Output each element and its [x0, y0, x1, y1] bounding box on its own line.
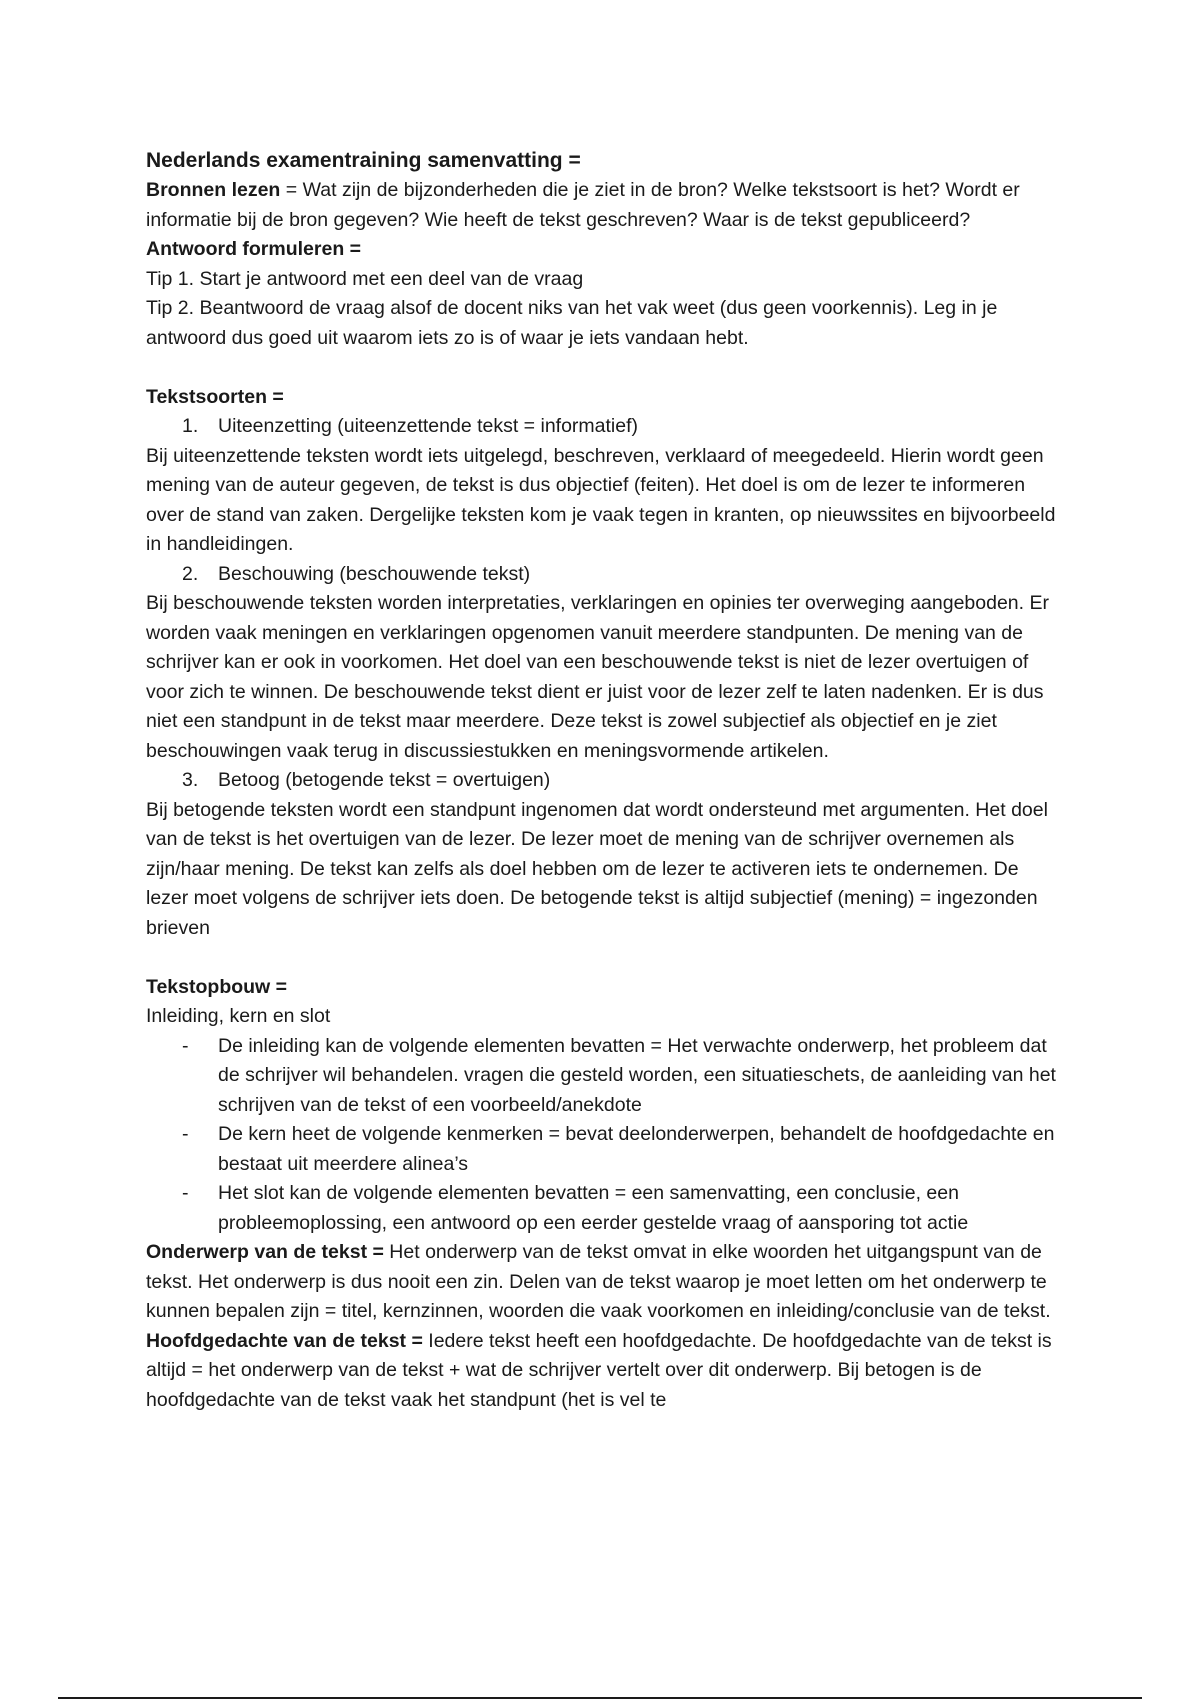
bronnen-label: Bronnen lezen — [146, 179, 281, 201]
spacer — [146, 943, 1066, 973]
dash-bullet: - — [182, 1182, 189, 1204]
hoofdgedachte-text: Iedere tekst heeft een hoofdgedachte. De hoofdgedachte van de tekst is altijd = het onderwerp van de tekst + wat de schrijver vertelt over dit onderwerp. Bij betogen is de hoofdgedachte van de tekst vaak het standpunt (het is vel te — [146, 1329, 1052, 1411]
page-title: Nederlands examentraining samenvatting = — [146, 149, 581, 172]
tekstsoort-text-2: Bij beschouwende teksten worden interpretaties, verklaringen en opinies ter overweging aangeboden. Er worden vaak meningen en verklaringen opgenomen vanuit meerdere standpunten. De mening van de schrijver kan er ook in voorkomen. Het doel van een beschouwende tekst is niet de lezer overtuigen of voor zich te winnen. De beschouwende tekst dient er juist voor de lezer zelf te laten nadenken. Er is dus niet een standpunt in de tekst maar meerdere. Deze tekst is zowel subjectief als objectief en je ziet beschouwingen vaak terug in discussiestukken en meningsvormende artikelen. — [146, 592, 1049, 762]
tekstsoort-text-1: Bij uiteenzettende teksten wordt iets uitgelegd, beschreven, verklaard of meegedeeld. Hierin wordt geen mening van de auteur gegeven, de tekst is dus objectief (feiten). Het doel is om de lezer te informeren over de stand van zaken. Dergelijke teksten kom je vaak tegen in kranten, op nieuwssites en bijvoorbeeld in handleidingen. — [146, 444, 1056, 555]
hoofdgedachte-label: Hoofdgedachte van de tekst = — [146, 1329, 423, 1352]
item-number: 2. — [182, 562, 199, 585]
tekstopbouw-list — [146, 1032, 1066, 1239]
list-item-text: Het slot kan de volgende elementen bevatten = een samenvatting, een conclusie, een probleemoplossing, een antwoord op een eerder gestelde vraag of aansporing tot actie — [218, 1182, 969, 1234]
dash-bullet: - — [182, 1034, 189, 1057]
onderwerp-label: Onderwerp van de tekst = — [146, 1241, 384, 1263]
tip-2: Tip 2. Beantwoord de vraag alsof de docent niks van het vak weet (dus geen voorkennis). Leg in je antwoord dus goed uit waarom iets zo is of waar je iets vandaan hebt. — [146, 297, 998, 349]
tekstsoort-item-3 — [146, 766, 1066, 796]
item-number: 3. — [182, 769, 199, 791]
tekstsoorten-heading: Tekstsoorten = — [146, 385, 284, 408]
item-label: Beschouwing (beschouwende tekst) — [218, 562, 531, 585]
footer-divider — [58, 1697, 1142, 1699]
dash-bullet: - — [182, 1123, 189, 1145]
list-item — [146, 1120, 1066, 1179]
hoofdgedachte-paragraph — [146, 1327, 1066, 1416]
item-number: 1. — [182, 415, 199, 437]
document-page — [146, 146, 1066, 1415]
onderwerp-paragraph — [146, 1238, 1066, 1327]
item-label: Uiteenzetting (uiteenzettende tekst = informatief) — [218, 415, 639, 437]
tekstopbouw-heading: Tekstopbouw = — [146, 975, 288, 998]
tekstsoort-item-2 — [146, 560, 1066, 590]
list-item-text: De inleiding kan de volgende elementen bevatten = Het verwachte onderwerp, het probleem dat de schrijver wil behandelen. vragen die gesteld worden, een situatieschets, de aanleiding van het schrijven van de tekst of een voorbeeld/anekdote — [218, 1034, 1056, 1116]
tekstsoort-item-1 — [146, 412, 1066, 442]
tekstsoort-text-3: Bij betogende teksten wordt een standpunt ingenomen dat wordt ondersteund met argumenten. Het doel van de tekst is het overtuigen van de lezer. De lezer moet de mening van de schrijver overnemen als zijn/haar mening. De tekst kan zelfs als doel hebben om de lezer te activeren iets te ondernemen. De lezer moet volgens de schrijver iets doen. De betogende tekst is altijd subjectief (mening) = ingezonden brieven — [146, 798, 1048, 939]
bronnen-text: = Wat zijn de bijzonderheden die je ziet in de bron? Welke tekstsoort is het? Wordt er informatie bij de bron gegeven? Wie heeft de tekst geschreven? Waar is de tekst gepubliceerd? — [146, 179, 1020, 231]
list-item — [146, 1179, 1066, 1238]
item-label: Betoog (betogende tekst = overtuigen) — [218, 769, 551, 791]
tekstopbouw-intro: Inleiding, kern en slot — [146, 1005, 331, 1027]
list-item-text: De kern heet de volgende kenmerken = bevat deelonderwerpen, behandelt de hoofdgedachte en bestaat uit meerdere alinea’s — [218, 1123, 1055, 1175]
spacer — [146, 353, 1066, 383]
list-item — [146, 1032, 1066, 1121]
antwoord-heading: Antwoord formuleren = — [146, 238, 362, 260]
bronnen-paragraph — [146, 176, 1066, 235]
onderwerp-text: Het onderwerp van de tekst omvat in elke woorden het uitgangspunt van de tekst. Het onderwerp is dus nooit een zin. Delen van de tekst waarop je moet letten om het onderwerp te kunnen bepalen zijn = titel, kernzinnen, woorden die vaak voorkomen en inleiding/conclusie van de tekst. — [146, 1241, 1051, 1322]
tip-1: Tip 1. Start je antwoord met een deel van de vraag — [146, 267, 584, 290]
